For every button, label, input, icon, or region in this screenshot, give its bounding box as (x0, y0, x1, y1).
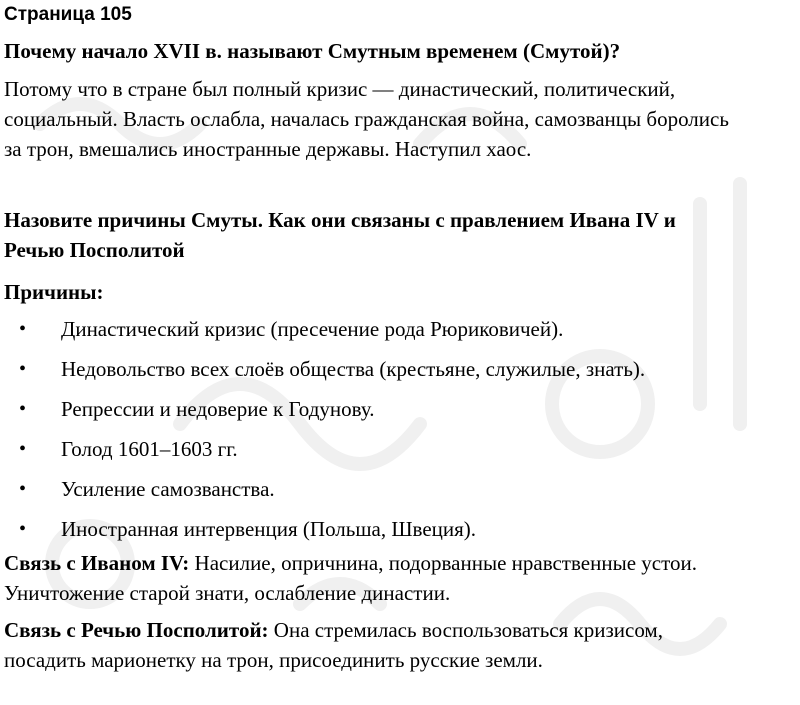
bullet-icon: • (19, 438, 27, 460)
causes-list (4, 314, 800, 548)
bullet-icon: • (19, 518, 27, 540)
question-1: Почему начало XVII в. называют Смутным временем (Смутой)? (4, 39, 621, 63)
bullet-icon: • (19, 398, 27, 420)
page-label: Страница 105 (4, 4, 132, 25)
link-rzeczpospolita-paragraph (4, 615, 800, 675)
link-ivan-text: Насилие, опричнина, подорванные нравственные устои. (189, 551, 697, 575)
page-content (0, 4, 800, 675)
bullet-icon: • (19, 478, 27, 500)
answer-1-line: социальный. Власть ослабла, началась гражданская война, самозванцы боролись (4, 107, 729, 131)
bullet-icon: • (19, 358, 27, 380)
question-2-line: Назовите причины Смуты. Как они связаны с правлением Ивана IV и (4, 208, 676, 232)
bullet-icon: • (19, 318, 27, 340)
question-2 (4, 205, 800, 265)
list-item (4, 394, 800, 434)
list-item-text: Недовольство всех слоёв общества (крестьяне, служилые, знать). (61, 357, 646, 381)
list-item (4, 314, 800, 354)
link-ivan-text: Уничтожение старой знати, ослабление династии. (4, 581, 451, 605)
answer-1 (4, 74, 800, 164)
question-2-line: Речью Посполитой (4, 238, 185, 262)
list-item (4, 514, 800, 548)
answer-1-line: Потому что в стране был полный кризис — династический, политический, (4, 77, 676, 101)
link-ivan-label: Связь с Иваном IV: (4, 551, 190, 575)
causes-heading: Причины: (4, 280, 104, 304)
link-rzeczpospolita-text: Она стремилась воспользоваться кризисом, (268, 618, 663, 642)
link-rzeczpospolita-label: Связь с Речью Посполитой: (4, 618, 269, 642)
list-item-text: Репрессии и недоверие к Годунову. (61, 397, 375, 421)
list-item (4, 434, 800, 474)
list-item-text: Голод 1601–1603 гг. (61, 437, 238, 461)
list-item-text: Династический кризис (пресечение рода Рюриковичей). (61, 317, 564, 341)
list-item (4, 474, 800, 514)
answer-1-line: за трон, вмешались иностранные державы. Наступил хаос. (4, 137, 532, 161)
list-item-text: Иностранная интервенция (Польша, Швеция). (61, 517, 477, 541)
list-item (4, 354, 800, 394)
list-item-text: Усиление самозванства. (61, 477, 275, 501)
link-rzeczpospolita-text: посадить марионетку на трон, присоединить русские земли. (4, 648, 543, 672)
link-ivan-paragraph (4, 548, 800, 608)
